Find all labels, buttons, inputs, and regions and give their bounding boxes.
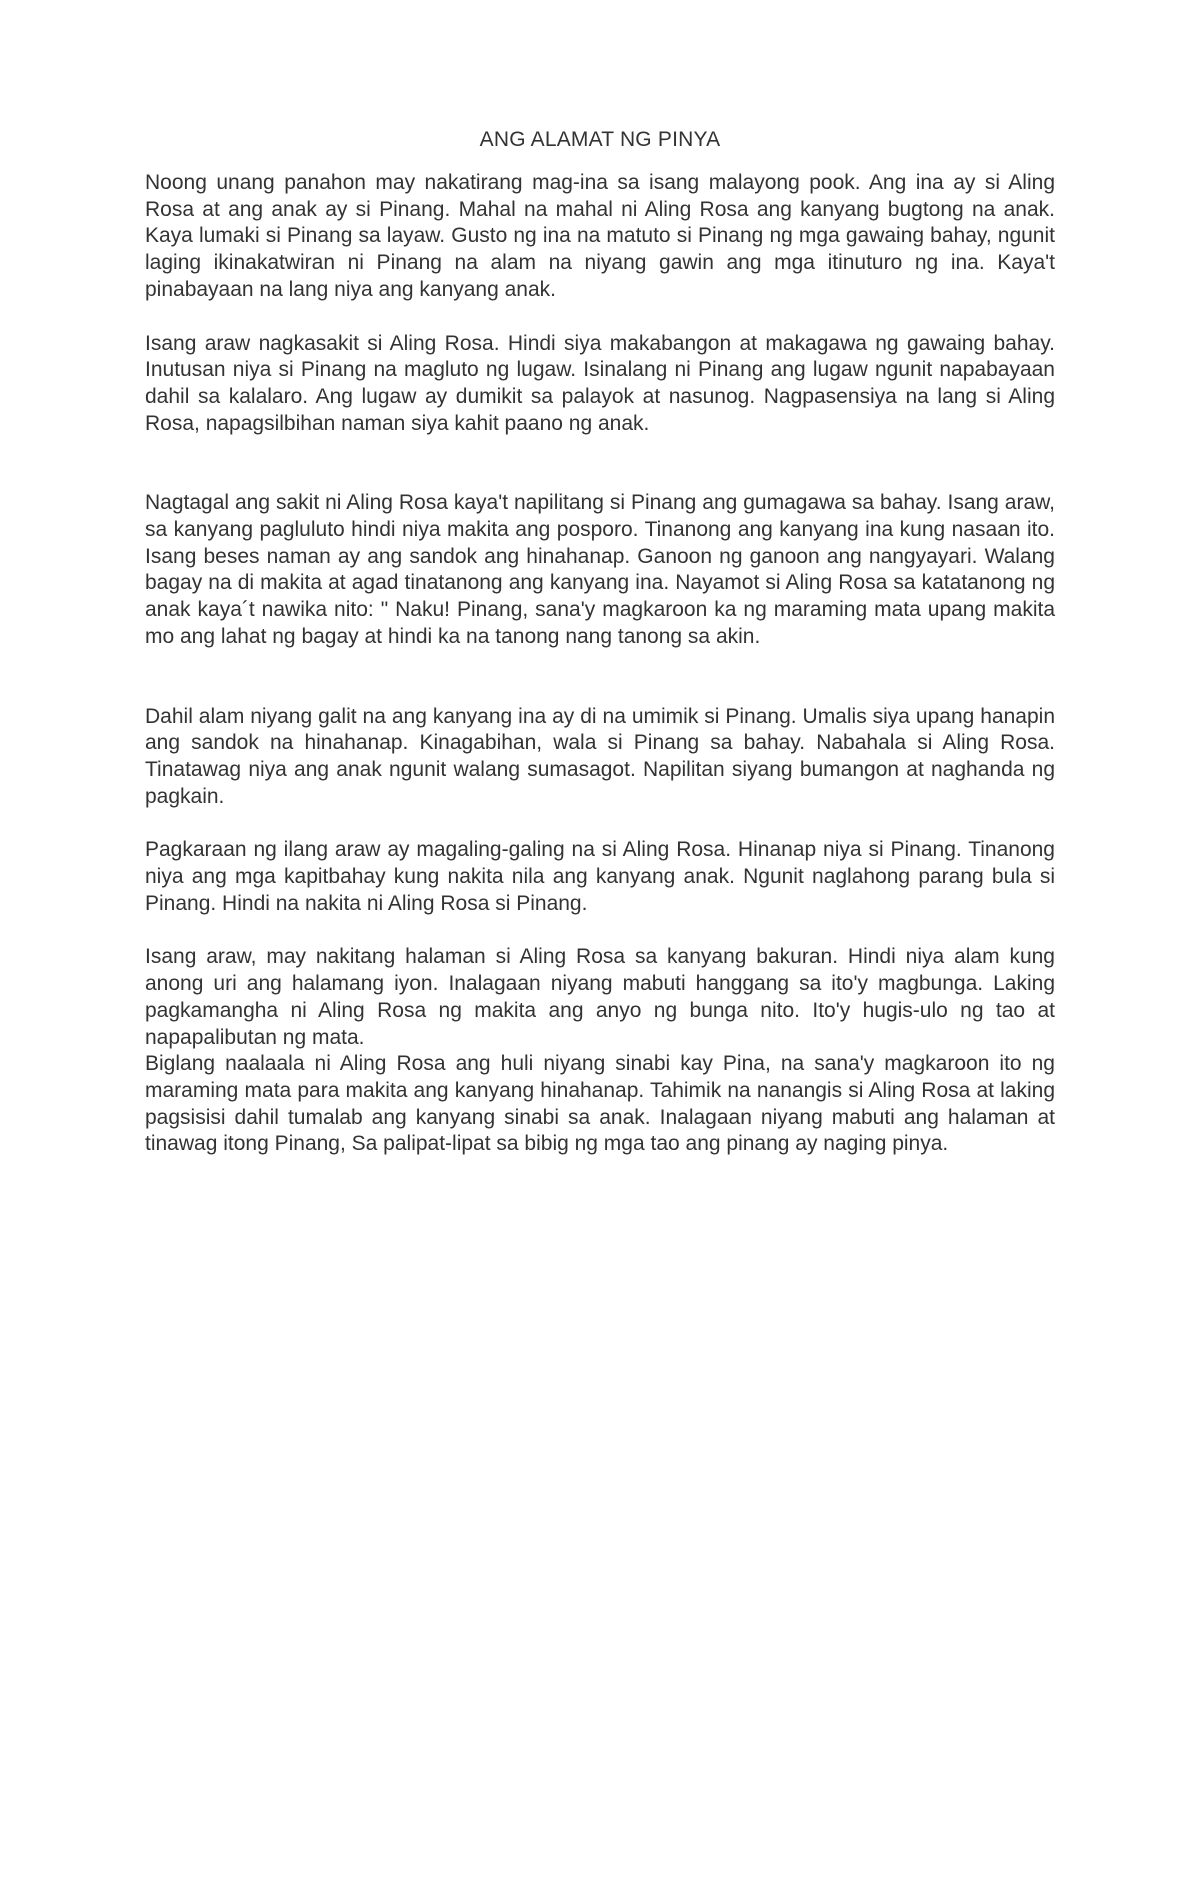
paragraph-spacer — [145, 810, 1055, 837]
paragraph-1: Noong unang panahon may nakatirang mag-ina sa isang malayong pook. Ang ina ay si Aling Rosa at ang anak ay si Pinang. Mahal na mahal ni Aling Rosa ang kanyang bugtong na anak. Kaya lumaki si Pinang sa layaw. Gusto ng ina na matuto si Pinang ng mga gawaing bahay, ngunit laging ikinakatwiran ni Pinang na alam na niyang gawin ang mga itinuturo ng ina. Kaya't pinabayaan na lang niya ang kanyang anak. — [145, 171, 1055, 301]
paragraph-spacer — [145, 917, 1055, 944]
document-title: ANG ALAMAT NG PINYA — [479, 128, 721, 151]
paragraph-4: Dahil alam niyang galit na ang kanyang ina ay di na umimik si Pinang. Umalis siya upang hanapin ang sandok na hinahanap. Kinagabihan, wala si Pinang sa bahay. Nabahala si Aling Rosa. Tinatawag niya ang anak ngunit walang sumasagot. Napilitan siyang bumangon at naghanda ng pagkain. — [145, 704, 1055, 808]
paragraph-spacer — [145, 651, 1055, 704]
paragraph-5: Pagkaraan ng ilang araw ay magaling-galing na si Aling Rosa. Hinanap niya si Pinang. Tinanong niya ang mga kapitbahay kung nakita nila ang kanyang anak. Ngunit naglahong parang bula si Pinang. Hindi na nakita ni Aling Rosa si Pinang. — [145, 838, 1055, 915]
document-page — [145, 126, 1055, 1158]
paragraph-7: Biglang naalaala ni Aling Rosa ang huli niyang sinabi kay Pina, na sana'y magkaroon ito ng maraming mata para makita ang kanyang hinahanap. Tahimik na nanangis si Aling Rosa at laking pagsisisi dahil tumalab ang kanyang sinabi sa anak. Inalagaan niyang mabuti ang halaman at tinawag itong Pinang, Sa palipat-lipat sa bibig ng mga tao ang pinang ay naging pinya. — [145, 1052, 1055, 1156]
paragraph-6: Isang araw, may nakitang halaman si Aling Rosa sa kanyang bakuran. Hindi niya alam kung anong uri ang halamang iyon. Inalagaan niyang mabuti hanggang sa ito'y magbunga. Laking pagkamangha ni Aling Rosa ng makita ang anyo ng bunga nito. Ito'y hugis-ulo ng tao at napapalibutan ng mata. — [145, 945, 1055, 1049]
paragraph-3: Nagtagal ang sakit ni Aling Rosa kaya't napilitang si Pinang ang gumagawa sa bahay. Isang araw, sa kanyang pagluluto hindi niya makita ang posporo. Tinanong ang kanyang ina kung nasaan ito. Isang beses naman ay ang sandok ang hinahanap. Ganoon ng ganoon ang nangyayari. Walang bagay na di makita at agad tinatanong ang kanyang ina. Nayamot si Aling Rosa sa katatanong ng anak kaya´t nawika nito: " Naku! Pinang, sana'y magkaroon ka ng maraming mata upang makita mo ang lahat ng bagay at hindi ka na tanong nang tanong sa akin. — [145, 491, 1055, 648]
paragraph-spacer — [145, 304, 1055, 331]
paragraph-spacer — [145, 437, 1055, 490]
paragraph-2: Isang araw nagkasakit si Aling Rosa. Hindi siya makabangon at makagawa ng gawaing bahay. Inutusan niya si Pinang na magluto ng lugaw. Isinalang ni Pinang ang lugaw ngunit napabayaan dahil sa kalalaro. Ang lugaw ay dumikit sa palayok at nasunog. Nagpasensiya na lang si Aling Rosa, napagsilbihan naman siya kahit paano ng anak. — [145, 331, 1055, 435]
